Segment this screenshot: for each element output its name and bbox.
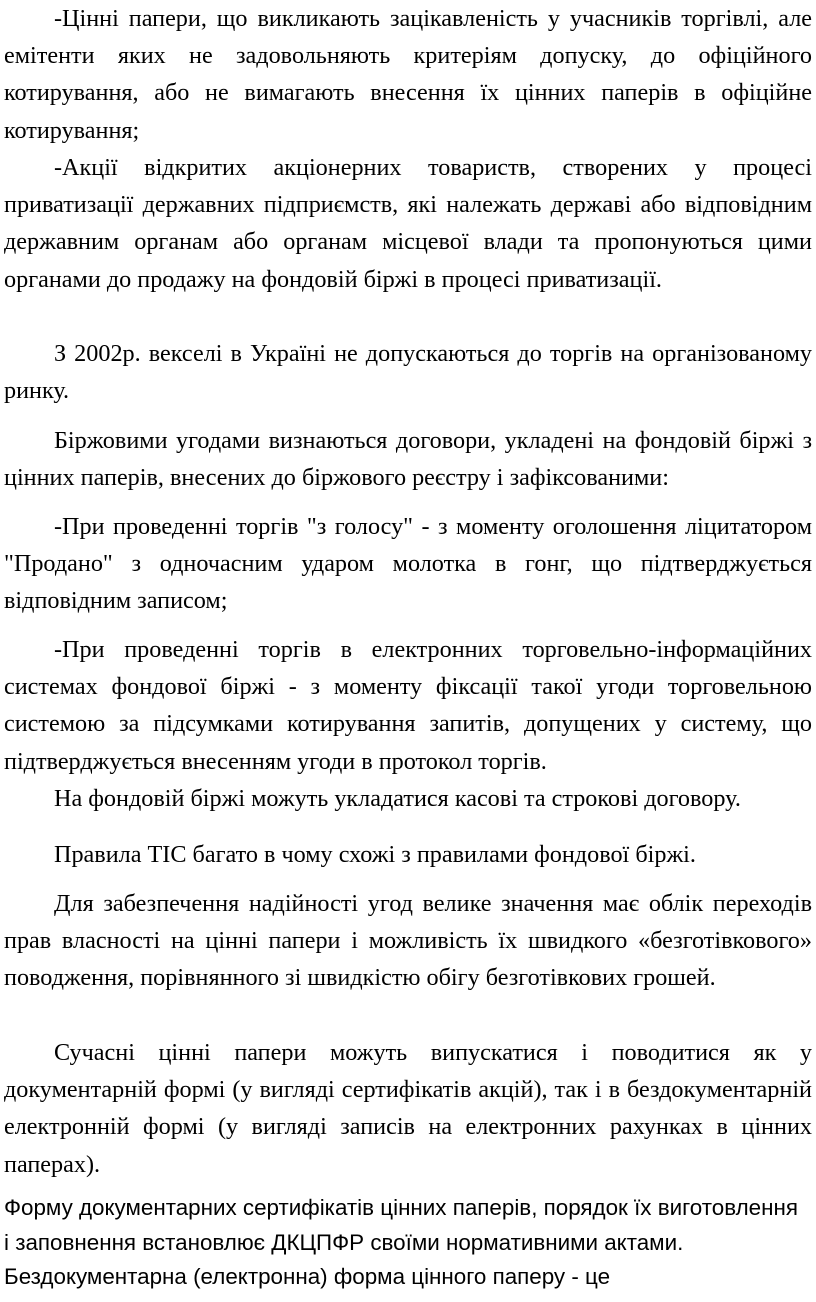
paragraph-8: Правила ТІС багато в чому схожі з правилами фондової біржі. xyxy=(54,841,696,868)
paragraph-1: -Цінні папери, що викликають зацікавленість у учасників торгівлі, але емітенти яких не задовольняють критеріям допуску, до офіційного котирування, або не вимагають внесення їх цінних паперів в офіційне котирування; xyxy=(4,5,812,144)
paragraph-5: -При проведенні торгів "з голосу" - з моменту оголошення ліцитатором "Продано" з одночасним ударом молотка в гонг, що підтверджується відповідним записом; xyxy=(4,513,812,615)
paragraph-10: Сучасні цінні папери можуть випускатися і поводитися як у документарній формі (у вигляді сертифікатів акцій), так і в бездокументарній електронній формі (у вигляді записів на електронних рахунках в цінних паперах). xyxy=(4,1039,812,1178)
paragraph-4: Біржовими угодами визнаються договори, укладені на фондовій біржі з цінних паперів, внесених до біржового реєстру і зафіксованими: xyxy=(4,427,812,492)
paragraph-2: -Акції відкритих акціонерних товариств, створених у процесі приватизації державних підприємств, які належать державі або відповідним державним органам або органам місцевої влади та пропонуються цими органами до продажу на фондовій біржі в процесі приватизації. xyxy=(4,154,812,293)
paragraph-7: На фондовій біржі можуть укладатися касові та строкові договору. xyxy=(54,785,741,812)
paragraph-11: Форму документарних сертифікатів цінних паперів, порядок їх виготовлення і заповнення встановлює ДКЦПФР своїми нормативними актами. Бездокументарна (електронна) форма цінного паперу - це xyxy=(4,1195,798,1289)
paragraph-9: Для забезпечення надійності угод велике значення має облік переходів прав власності на цінні папери і можливість їх швидкого «безготівкового» поводження, порівнянного зі швидкістю обігу безготівкових грошей. xyxy=(4,890,812,992)
paragraph-3: З 2002р. векселі в Україні не допускаються до торгів на організованому ринку. xyxy=(4,340,812,405)
paragraph-6: -При проведенні торгів в електронних торговельно-інформаційних системах фондової біржі - з моменту фіксації такої угоди торговельною системою за підсумками котирування запитів, допущених у систему, що підтверджується внесенням угоди в протокол торгів. xyxy=(4,636,812,775)
